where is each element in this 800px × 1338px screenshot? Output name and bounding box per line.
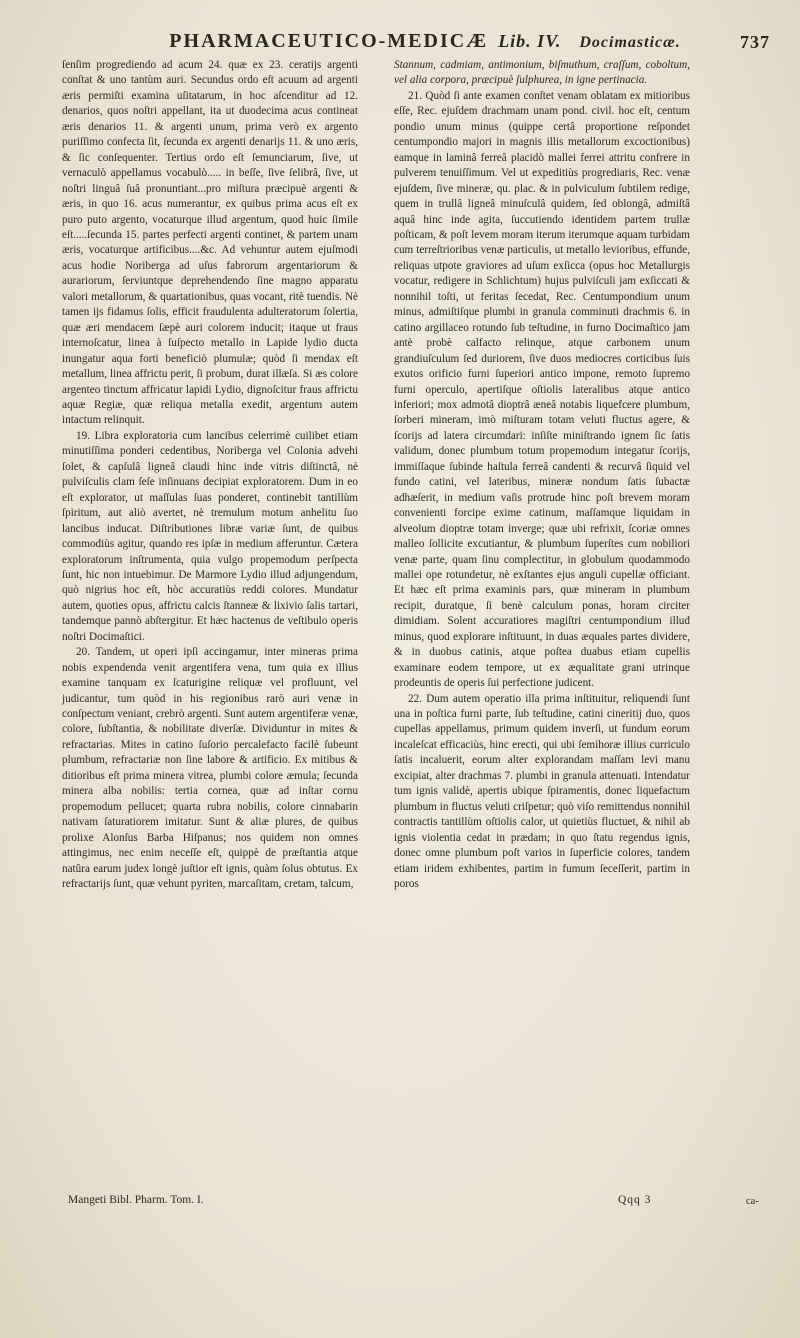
paragraph: Stannum, cadmiam, antimonium, biſmuthum, craſſum, coboltum, vel alia corpora, præcipuè ſulphurea, in igne pertinacia. [394, 59, 690, 87]
page-number: 737 [740, 32, 770, 52]
running-title: PHARMACEUTICO-MEDICÆ [169, 30, 489, 52]
running-header [80, 30, 770, 56]
paragraph: 20. Tandem, ut operi ipſi accingamur, inter mineras prima nobis expendenda venit argentifera vena, tum quia ex illius examine tanquam ex ſcaturigine reliquæ vel profluunt, vel judicantur, tum quòd in his regionibus rarò auri venæ in conſpectum veniant, crebrò argenti. Sunt autem argentiferæ venæ, colore, ſubſtantia, & nobilitate diverſæ. Dividuntur in mites & refractarias. Mites in catino ſuſorio percalefacto facilè ſubeunt plumbum, refractariæ non ſine labore & artificio. Ex mitibus & ditioribus eſt prima minera vitrea, plumbi colore æmula; ſecunda minera alba nobilis: tertia cornea, quæ ad inſtar cornu propemodum pellucet; quarta rubra nobilis, colore cinnabarin nativam ſaturatiorem imitatur. Sunt & aliæ plures, de quibus prolixe Alonſus Barba Hiſpanus; nos quidem non omnes attingimus, nec enim neceſſe eſt, quippè de præſtantia atque natûra earum judex longè juſtior eſt ignis, quàm ſolus obtutus. Ex refractarijs ſunt, quæ vehunt pyriten, marcaſitam, cretam, talcum, [62, 646, 358, 891]
paragraph: 22. Dum autem operatio illa prima inſtituitur, reliquendi ſunt una in poſtica furni parte, ſub teſtudine, catini cineritij duo, quos cupellas appellamus, primum quidem inverſi, ut fundum eorum incaleſcat efficaciùs, hinc erecti, qui ubi ſemihoræ illius curriculo ſatis incaluerit, eorum alter explorandam maſſam levi manu excipiat, alter drachmas 7. plumbi in granula attenuati. Intendatur tum ignis validè, apertis ubique ſpiramentis, donec liquefactum plumbum in fluctus veluti criſpetur; quò viſo remittendus nonnihil contractis tantillùm oſtiolis calor, ut quietiùs fluctuet, & nihil ab ignis violentia cedat in prædam; in quo ſtatu regendus ignis, donec omne plumbum poſt varios in ſuperficie colores, tandem etiam iridem exhibentes, partim in fumum ſeceſſerit, partim in poros [394, 692, 690, 891]
paragraph: ſenſim progrediendo ad acum 24. quæ ex 23. ceratijs argenti conſtat & uno tantùm auri. Secundus ordo eſt acuum ad argenti æris permiſti examina uſitatarum, in hoc aſcenditur ad 12. denarios, quos noſtri appellant, ita ut duodecima acus contineat æris denarios 11. & argenti unum, prima verò ex argento puriſſimo confecta ſit, ſecunda ex argenti denarijs 11. & uno æris, & ſic conſequenter. Tertius ordo eſt ſemunciarum, ſive, ut vernaculò appellamus vocabulò..... in beſſe, ſive ſelibrâ, ſive, ut noſtri linguâ ſuâ pronuntiant...pro miſtura præcipuè argenti & æris, in quo 16. acus numerantur, ex quibus prima acus eſt ex puro puto argento, vocaturque illud argentum, quod huic ſimile eſt.....ſecunda 15. partes perfecti argenti continet, & partem unam æris, vocaturque artificibus....&c. Ad vehuntur autem ejuſmodi acus hodie Noriberga ad uſus fabrorum argentariorum & aurariorum, ſerviuntque deprehendendo ſine magno apparatu valori metallorum, & quartationibus, quas vocant, ritè tuendis. Nè tamen ijs fidamus ſolis, efficit fraudulenta adulteratorum ſolertia, quæ æri mendacem ſæpè auri colorem inducit; itaque ut fraus internoſcatur, linea à ſuſpecto metallo in Lapide lydio ducta inungatur aqua forti beneficiò plumulæ; quòd ſi mendax eſt metallum, linea affrictu perit, ſi probum, durat illæſa. Si æs colore argenteo tinctum affricatur lapidi Lydio, dignoſcitur fraus affrictu aquæ Regiæ, quæ reliqua metalla exedit, argentum autem intactum relinquit. [62, 59, 358, 427]
section-title: Docimasticæ. [579, 34, 681, 51]
book-number: Lib. IV. [498, 31, 562, 51]
footer-imprint: Mangeti Bibl. Pharm. Tom. I. [68, 1194, 204, 1206]
paragraph: 21. Quòd ſi ante examen conſtet venam oblatam ex mitioribus eſſe, Rec. ejuſdem drachmam unam pond. civil. hoc eſt, centum pondio unum minus (quippe certâ proportione reſpondet centumpondio majori in magnis illis metallorum excoctionibus) eamque in laminâ ferreâ placidò mallei ferrei attritu confrere in pulverem tenuiſſimum. Vel ut expeditiùs progrediaris, Rec. venæ ejuſdem, ſive mineræ, qu. plac. & in pulviculum ſubtilem redige, quem in trullâ ligneâ minuſculâ quidem, ſed oblongâ, admiſtâ aquâ hinc inde agita, ſuccutiendo identidem partem trullæ poſticam, & poſt levem moram iterum iterumque aquam turbidam cum terreſtrioribus venæ particulis, ut metallo levioribus, effunde, reliquas utpote graviores ad uſum exſicca (opus hoc Metallurgis vocatur, redigere in Schlichtum) hujus pulviſculi jam exſiccati & nonnihil toſti, ut feritas ſecedat, Rec. Centumpondium unum minus, admiſtiſque plumbi in granula comminuti drachmis 6. in catino argillaceo rotundo ſub teſtudine, in furno Docimaſtico jam antè probè calfacto relinque, atque carbonem unum grandiuſculum ſed duriorem, ſive duos mediocres corticibus ſuis exutos orificio furni ſuperiori antico impone, remoto ſupremo furni operculo, apertiſque oſtiolis lateralibus atque antico inferiori; mox admotâ dioptrâ æneâ notabis liquefcere plumbum, ſorberi mineram, imò miſturam totam veluti fluctus agere, & ſcorijs ad latera circumdari: inſiſte miniſtrando ignem ſic ſatis validum, donec plumbum totum propemodum integatur ſcorijs, immiſſaque ſubinde haſtula ferreâ candenti & recurvâ ſiquid vel fundo catini, vel lateribus, mineræ nondum ſatis ſubactæ adhæſerit, in medium vaſis protrude hinc poſt brevem moram convenienti forcipe exime catinum, maſſamque liquidam in alveolum dioptræ totam inverge; quæ ubi refrixit, ſcoriæ omnes malleo ſollicite excutiantur, & plumbum ſuperſtes cum nobiliori venæ parte, quam ſinu complectitur, in globulum quodammodo mallei ope rotundetur, nè exſtantes ejus anguli cupellæ officiant. Et hæc eſt prima examinis pars, quæ mineram in plumbum recipit, duratque, ſi benè calculum ponas, horam circiter dimidiam. Solent accuratiores magiſtri centumpondium illud minus, quod explorare inſtituunt, in duas æquales partes dividere, & in duobus catinis, atque poſtea duabus etiam cupellis examinare eodem tempore, ut ex æqualitate grani utrinque prodeuntis de operis ſui perfectione judicent. [394, 89, 690, 690]
right-column [394, 58, 690, 892]
signature-mark: Qqq 3 [618, 1194, 652, 1206]
paragraph: 19. Libra exploratoria cum lancibus celerrimè cuilibet etiam minutiſſima ponderi cedentibus, Noriberga vel Colonia advehi ſolet, & capſulâ ligneâ claudi hinc inde vitris diſtinctâ, nè pulviſculis clam ſeſe inſinuans decipiat exploratorem. Dum in eo eſt explorator, ut maſſulas ſuas ponderet, continebit tantillùm ſpiritum, aut aliò avertet, nè tremulum motum anhelitu ſuo lancibus inducat. Diſtributiones libræ variæ ſunt, de quibus commodiùs agitur, quando res ipſæ in medium afferuntur. Cætera exploratorum inſtrumenta, quia vulgo propemodum perſpecta ſunt, hic non intuebimur. De Marmore Lydio illud adjungendum, quò nigrius hoc eſt, hòc accuratiùs reddi colores. Mundatur autem, quoties opus, affrictu calcis ſtanneæ & lixivio ſalis tartari, tandemque pannò abſtergitur. Et hæc hactenus de veſtibulo operis noſtri Docimaſtici. [62, 429, 358, 643]
catchword: ca- [746, 1196, 759, 1207]
left-column [62, 58, 358, 892]
